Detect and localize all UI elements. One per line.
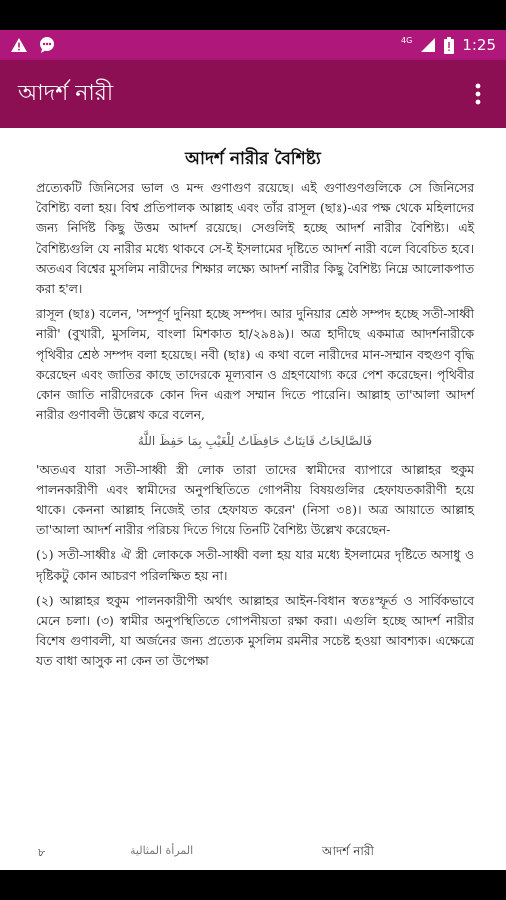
warning-icon [10, 37, 28, 53]
paragraph: রাসূল (ছাঃ) বলেন, 'সম্পূর্ণ দুনিয়া হচ্ছে সম্পদ। আর দুনিয়ার শ্রেষ্ঠ সম্পদ হচ্ছে সতী-সাধ্বী নারী' (বুখারী, মুসলিম, বাংলা মিশকাত হা/২৯৪৯)। অত্র হাদীছে একমাত্র আদর্শনারীকে পৃথিবীর শ্রেষ্ঠ সম্পদ বলা হয়েছে। নবী (ছাঃ) এ কথা বলে নারীদের মান-সম্মান বহুগুণ বৃদ্ধি করেছেন এবং জাতির কাছে তাদেরকে মূল্যবান ও গ্রহণযোগ্য করে পেশ করেছেন। পৃথিবীর কোন জাতি নারীদেরকে কোন দিন এরূপ সম্মান দিতে পারেনি। আল্লাহ তা'আলা আদর্শ নারীর গুণাবলী উল্লেখ করে বলেন, [36, 307, 474, 423]
arabic-verse: فَالصَّالِحَاتُ قَانِتَاتٌ حَافِظَاتٌ لِلْغَيْبِ بِمَا حَفِظَ اللَّهُ [137, 434, 373, 449]
bottom-black-band [0, 870, 506, 900]
signal-icon [420, 37, 436, 53]
top-black-band [0, 0, 506, 30]
status-bar [0, 30, 506, 60]
footer-bengali-title: আদর্শ নারী [322, 844, 374, 858]
paragraph: প্রত্যেকটি জিনিসের ভাল ও মন্দ গুণাগুণ রয়েছে। এই গুণাগুণগুলিকে সে জিনিসের বৈশিষ্ট্য বলা হয়। বিশ্ব প্রতিপালক আল্লাহ এবং তাঁর রাসূল (ছাঃ)-এর পক্ষ থেকে মহিলাদের জন্য নির্দিষ্ট কিছু উত্তম আদর্শ রয়েছে। সেগুলিই হচ্ছে আদর্শ নারীর বৈশিষ্ট্য। এই বৈশিষ্ট্যগুলি যে নারীর মধ্যে থাকবে সে-ই ইসলামের দৃষ্টিতে আদর্শ নারী বলে বিবেচিত হবে। অতএব বিশ্বের মুসলিম নারীদের শিক্ষার লক্ষ্যে আদর্শ নারীর কিছু বৈশিষ্ট্য নিম্নে আলোকপাত করা হ'ল। [36, 181, 474, 297]
battery-icon [444, 37, 454, 54]
paragraph: 'অতএব যারা সতী-সাধ্বী স্ত্রী লোক তারা তাদের স্বামীদের ব্যাপারে আল্লাহর হুকুম পালনকারীণী এবং স্বামীদের অনুপস্থিতিতে গোপনীয় বিষয়গুলির হেফাযতকারীণী হয়ে থাকে। কেননা আল্লাহ নিজেই তার হেফাযত করেন' (নিসা ৩৪)। অত্র আয়াতে আল্লাহ তা'আলা আদর্শ নারীর পরিচয় দিতে গিয়ে তিনটি বৈশিষ্ট্য উল্লেখ করেছেন- [36, 462, 474, 538]
more-vert-icon [475, 83, 481, 105]
status-time: 1:25 [462, 36, 496, 54]
page-title: আদর্শ নারীর বৈশিষ্ট্য [185, 149, 321, 169]
page-footer [0, 840, 506, 866]
footer-arabic-title: المرأة المثالية [130, 844, 194, 857]
paragraph: (২) আল্লাহর হুকুম পালনকারীণী অর্থাৎ আল্লাহর আইন-বিধান স্বতঃস্ফূর্ত ও সার্বিকভাবে মেনে চলা। (৩) স্বামীর অনুপস্থিতিতে গোপনীয়তা রক্ষা করা। এগুলি হচ্ছে আদর্শ নারীর বিশেষ গুণাবলী, যা অর্জনের জন্য প্রত্যেক মুসলিম রমনীর সচেষ্ট হওয়া আবশ্যক। এক্ষেত্রে যত বাধা আসুক না কেন তা উপেক্ষা [36, 593, 474, 669]
book-page[interactable] [0, 128, 506, 870]
app-bar [0, 60, 506, 128]
app-title: আদর্শ নারী [18, 80, 114, 106]
chat-bubble-icon [38, 36, 56, 54]
network-type: 4G [401, 35, 413, 45]
page-body [36, 178, 474, 677]
paragraph: (১) সতী-সাধ্বীঃ ঐ স্ত্রী লোককে সতী-সাধ্বী বলা হয় যার মধ্যে ইসলামের দৃষ্টিতে অসাধু ও দৃষ্টিকটু কোন আচরণ পরিলক্ষিত হয় না। [36, 548, 474, 583]
more-options-button[interactable] [458, 74, 498, 114]
page-number: ৮ [38, 846, 46, 859]
